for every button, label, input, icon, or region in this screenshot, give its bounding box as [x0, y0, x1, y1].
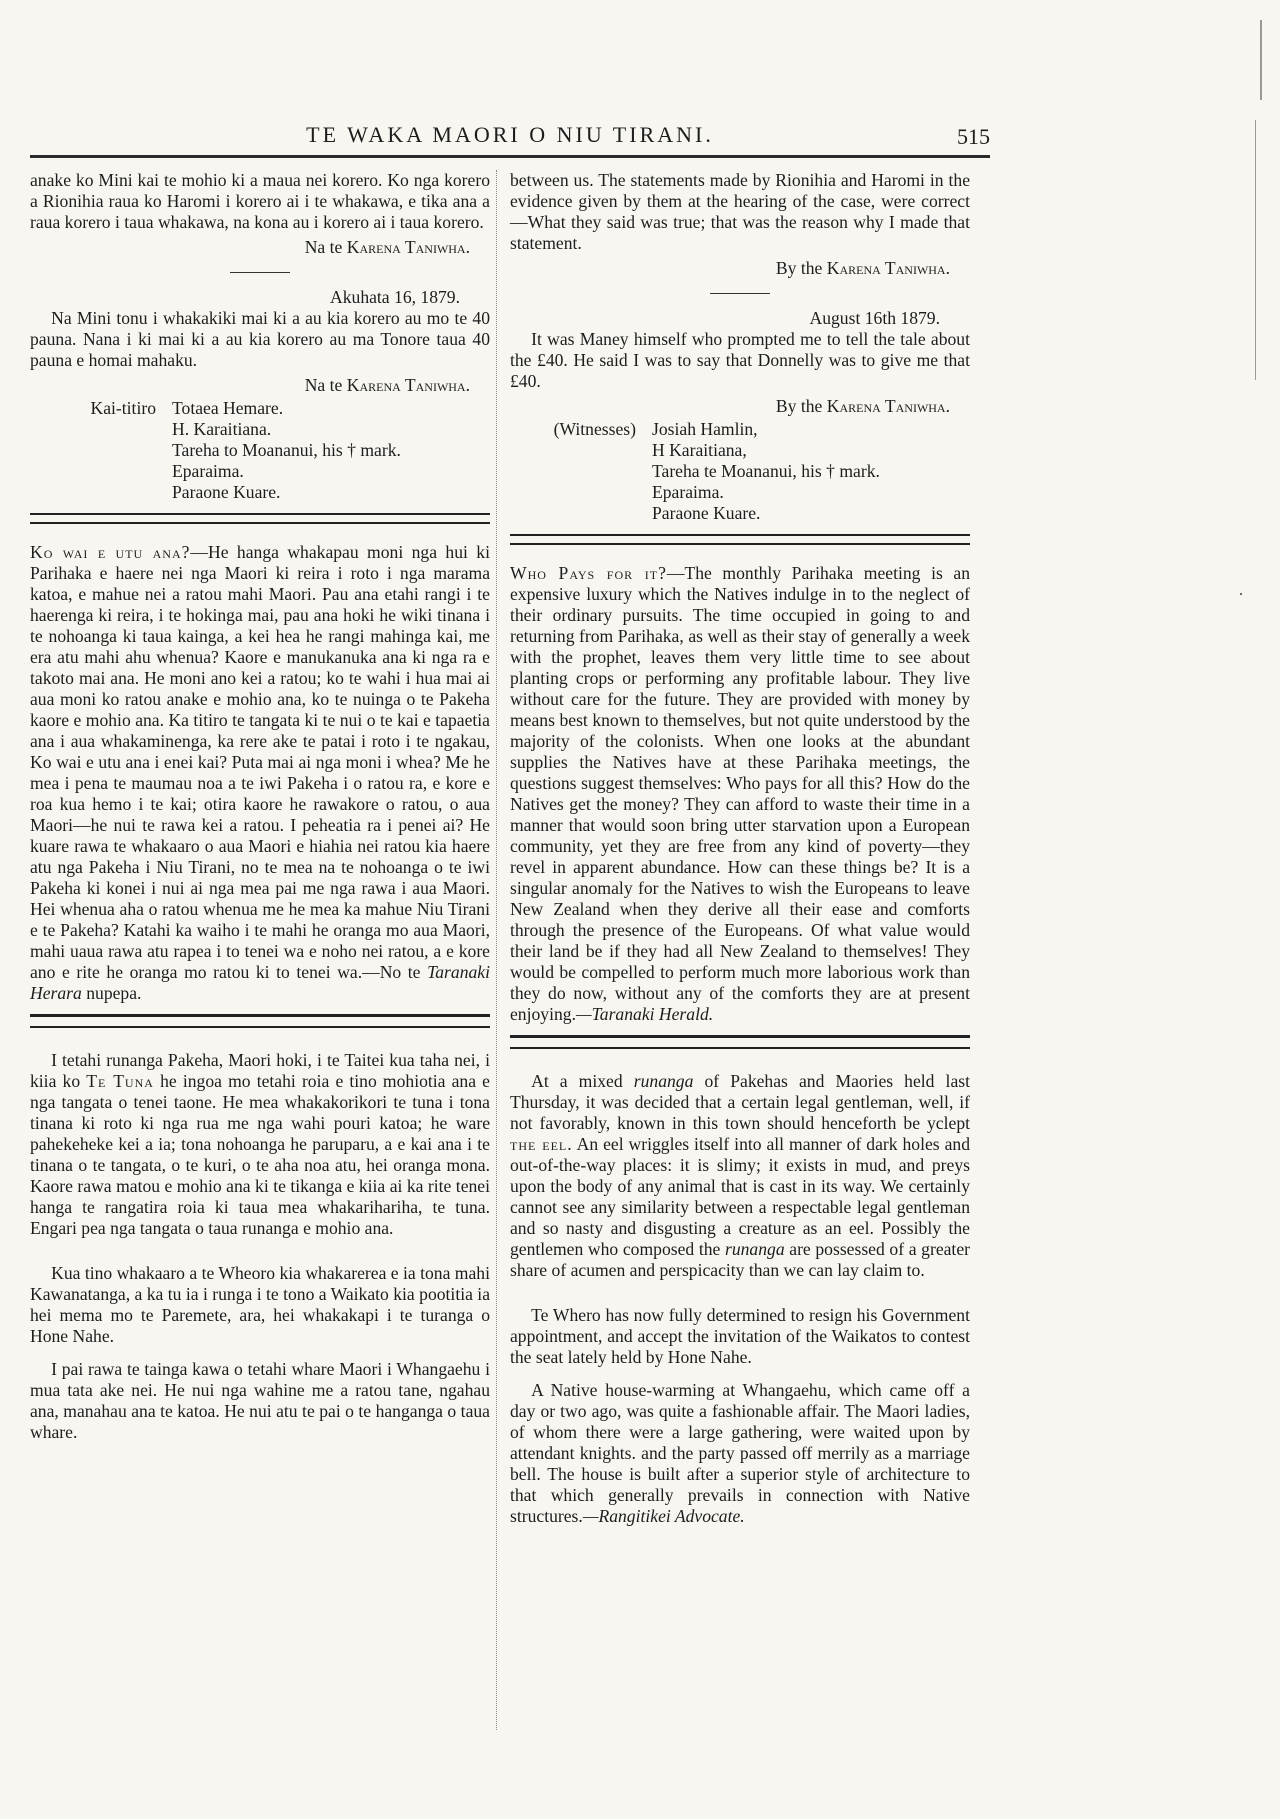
article-body: An eel wriggles itself into all manner of dark holes and out-of-the-way places: it is slimy; it exists in mud, and preys upon the body of any animal that is cast in its way. We certainly cannot see any similarity between a respectable legal gentleman and so nasty and disgusting a creature as an eel. Possibly the gentlemen who composed the: [510, 1134, 970, 1259]
article3-text: Kua tino whakaaro a te Wheoro kia whakarerea e ia tona mahi Kawanatanga, a ka tu ia i runga i te tono a Waikato kia pootitia ia hei mema mo te Paremete, ara, hei whakakapi i te turanga o Hone Nahe.: [30, 1263, 490, 1346]
spacer: [30, 1239, 490, 1263]
witness-name: Paraone Kuare.: [652, 503, 761, 523]
article-body: he ingoa mo tetahi roia e tino mohiotia ana e nga tangata o tenei taone. He mea whakakorikori te tuna i tona tinana ki roto ki nga rua me nga wahi pouri katoa; he ware pahekeheke kei a ia; tona nohoanga he paruparu, a e kai ana i te tinana o te tangata, o te kuri, o te aha noa atu, hei oranga mona. Kaore rawa matou e mohio ana ki te tikanga e kiia ai ka rite tenei hanga te rangatira roia ki taua mea whakarihariha, te tuna. Engari pea nga tangata o taua runanga e mohio ana.: [30, 1071, 490, 1238]
article1-text: [30, 542, 490, 1004]
article-body: —The monthly Parihaka meeting is an expensive luxury which the Natives indulge in to the neglect of their ordinary pursuits. The time occupied in going to and returning from Parihaka, as well as their stay of generally a week with the prophet, leaves them very little time to see about planting crops or performing any profitable labour. They live without care for the future. They are provided with money by means best known to themselves, but not quite understood by the majority of the colonists. When one looks at the abundant supplies the Natives have at these Parihaka meetings, the questions suggest themselves: Who pays for all this? How do the Natives get the money? They can afford to waste their time in a manner that would soon bring utter starvation upon a European community, yet they are free from any kind of poverty—they revel in apparent abundance. How can these things be? It is a singular anomaly for the Natives to wish the Europeans to leave New Zealand when they derive all their ease and comforts through the presence of the Europeans. Of what value would their land be if they had all New Zealand to themselves! They would be compelled to perform much more laborious work than they do now, without any of the comforts they are at present enjoying.: [510, 563, 971, 1024]
article-body: A Native house-warming at Whangaehu, which came off a day or two ago, was quite a fashionable affair. The Maori ladies, of whom there were a large gathering, were waited upon by attendant knights. and the party passed off merrily as a marriage bell. The house is built after a superior style of architecture to that which generally prevails in connection with Native structures.: [510, 1380, 970, 1526]
article-heading: Ko wai e utu ana?: [30, 542, 191, 562]
letter1-text: anake ko Mini kai te mohio ki a maua nei korero. Ko nga korero a Rionihia raua ko Haromi i korero ai i te whakawa, e tika ana a raua korero i taua whakawa, na kona au i korero ai i taua korero.: [30, 170, 490, 232]
article-highlight: Te Tuna: [86, 1071, 154, 1091]
letter1-signature: [30, 237, 470, 258]
article1-text: [510, 563, 970, 1025]
signature-prefix: By the: [775, 258, 823, 278]
letter2-text: It was Maney himself who prompted me to tell the tale about the £40. He said I was to say that Donnelly was to give me that £40.: [510, 329, 970, 391]
article-heading: Who Pays for it?: [510, 563, 667, 583]
article-body: At a mixed: [531, 1071, 623, 1091]
letter1-signature: [510, 258, 950, 279]
witness-name: Eparaima.: [172, 461, 244, 481]
article-body: —He hanga whakapau moni nga hui ki Parihaka e haere nei nga Maori ki reira i roto i nga marama katoa, e mahue nei a ratou mahi Maori. Pau ana etahi rangi i te haerenga ki reira, i te hokinga mai, pau ana hoki he wiki tinana i te nohoanga ki taua kainga, a kei hea he rangi mahinga kai, me era atu mahi ahu whenua? Kaore e manukanuka ana ki nga ra e takoto mai ana. He moni ano kei a ratou; ko te wahi i hua mai ai aua moni ko ratou anake e mohio ana, ko te nuinga o te Pakeha kaore e mohio ana. Ka titiro te tangata ki te nui o te kai e tapaetia ana i aua whakaminenga, ka rere ake te patai i roto i te ngakau, Ko wai e utu ana i enei kai? Puta mai ai nga moni i whea? Me he mea i pena te maumau noa a te iwi Pakeha i o ratou ra, e kore e roa kua hemo i te kai; otira kaore he rawakore o ratou, o aua Maori—he nui te rawa kei a ratou. I peheatia ra i penei ai? He kuare rawa te whakaaro o aua Maori e hiahia nei ratou kia haere atu nga Pakeha i Niu Tirani, no te mea na te nohoanga o te iwi Pakeha ki konei i nui ai nga mea pai me nga rawa i aua Maori. Hei whenua aha o ratou whenua me he mea ka mahue Niu Tirani e te Pakeha? Katahi ka waiho i te mahi he oranga mo aua Maori, mahi uaua rawa atu rapea i to tenei wa e noho nei ratou, a e kore ano e rite he oranga mo ratou ki to tenei wa.: [30, 542, 490, 982]
witness-name: H Karaitiana,: [652, 440, 747, 460]
english-column: [510, 170, 970, 1527]
article4-text: I pai rawa te tainga kawa o tetahi whare Maori i Whangaehu i mua tata ake nei. He nui nga wahine me a ratou tane, ngahau ana, manahau ana te katoa. He nui atu te pai o te hanganga o taua whare.: [30, 1359, 490, 1442]
double-rule: [30, 513, 490, 524]
signature-name: Karena Taniwha.: [346, 237, 470, 257]
witness-name: H. Karaitiana.: [172, 419, 272, 439]
article-highlight: the eel.: [510, 1134, 573, 1154]
page-number: 515: [957, 124, 990, 149]
maori-column: [30, 170, 490, 1443]
article-italic: runanga: [633, 1071, 694, 1091]
double-rule: [510, 534, 970, 545]
article-italic: runanga: [724, 1239, 785, 1259]
newspaper-title: TE WAKA MAORI O NIU TIRANI.: [306, 122, 714, 147]
witness-block: [510, 419, 970, 524]
letter2-date: August 16th 1879.: [809, 308, 940, 328]
article3-text: Te Whero has now fully determined to resign his Government appointment, and accept the invitation of the Waikatos to contest the seat lately held by Hone Nahe.: [510, 1305, 970, 1367]
letter2-signature: [30, 375, 470, 396]
article2-text: [510, 1071, 970, 1281]
witness-name: Paraone Kuare.: [172, 482, 281, 502]
spacer: [30, 1347, 490, 1359]
witness-block: [30, 398, 490, 503]
article2-text: [30, 1050, 490, 1239]
article-source: —Taranaki Herald.: [575, 1004, 714, 1024]
article-body: of Pakehas and Maories held last Thursday, it was decided that a certain legal gentleman, well, if not favorably, known in this town should henceforth be yclept: [510, 1071, 970, 1133]
header-rule: [30, 155, 990, 158]
witness-label: (Witnesses): [553, 419, 636, 439]
signature-prefix: By the: [775, 396, 823, 416]
column-divider: [496, 170, 497, 1730]
witness-label: Kai-titiro: [90, 398, 156, 418]
signature-prefix: Na te: [304, 237, 343, 257]
triple-rule: [510, 1035, 970, 1049]
witness-name: Tareha te Moananui, his † mark.: [652, 461, 880, 481]
article-body: I tetahi runanga Pakeha, Maori hoki, i te Taitei kua taha nei, i kiia ko: [30, 1050, 490, 1091]
letter2-date: Akuhata 16, 1879.: [330, 287, 460, 307]
article-source: —Rangitikei Advocate.: [582, 1506, 745, 1526]
short-rule: [710, 293, 770, 294]
signature-prefix: Na te: [304, 375, 343, 395]
source-name: Taranaki Herara: [30, 962, 490, 1003]
scan-speck: ·: [1238, 584, 1244, 604]
witness-list: [652, 419, 880, 524]
letter2-signature: [510, 396, 950, 417]
article4-text: [510, 1380, 970, 1527]
letter2-text: Na Mini tonu i whakakiki mai ki a au kia korero au mo te 40 pauna. Nana i ki mai ki a au kia korero au ma Tonore taua 40 pauna e homai mahaku.: [30, 308, 490, 370]
source-suffix: nupepa.: [86, 983, 142, 1003]
signature-name: Karena Taniwha.: [826, 258, 950, 278]
signature-name: Karena Taniwha.: [346, 375, 470, 395]
witness-name: Totaea Hemare.: [172, 398, 284, 418]
triple-rule: [30, 1014, 490, 1028]
witness-name: Tareha to Moananui, his † mark.: [172, 440, 401, 460]
witness-name: Eparaima.: [652, 482, 724, 502]
source-prefix: —No te: [362, 962, 421, 982]
spacer: [510, 1281, 970, 1305]
witness-name: Josiah Hamlin,: [652, 419, 758, 439]
short-rule: [230, 272, 290, 273]
signature-name: Karena Taniwha.: [826, 396, 950, 416]
scan-artifact: [1260, 20, 1262, 100]
scan-artifact: [1255, 120, 1256, 380]
article-body: are possessed of a greater share of acumen and perspicacity than we can lay claim to.: [510, 1239, 970, 1280]
binding-edge: [1240, 0, 1280, 1819]
letter1-text: between us. The statements made by Rionihia and Haromi in the evidence given by them at the hearing of the case, were correct—What they said was true; that was the reason why I made that statement.: [510, 170, 970, 253]
spacer: [510, 1368, 970, 1380]
page-header: [30, 118, 990, 150]
witness-list: [172, 398, 401, 503]
